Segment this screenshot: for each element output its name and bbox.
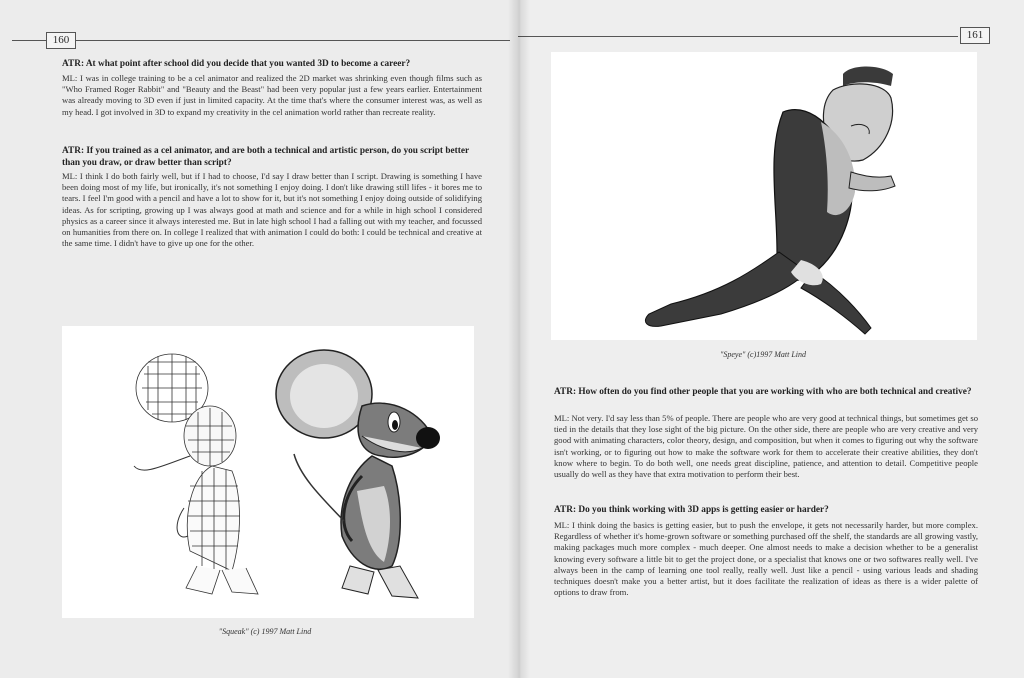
page-number: 161: [960, 27, 990, 44]
answer-paragraph: ML: I think doing the basics is getting easier, but to push the envelope, it gets not necessarily harder, but more complex. Regardless of whether it's home-grown software or something purchased off the shelf, the standards are all growing vastly, making packages much more complex - much deeper. One almost needs to make a decision whether to be a generalist knowing every software a little bit to get the project done, or a specialist that knows one or two softwares really well. I've always been in the camp of learning one tool really, really well. Just like a pencil - using various leads and shading techniques doesn't make you a better artist, but it does facilitate the realization of ideas as there is a wider palette of options to draw from.: [554, 520, 978, 598]
right-page: [518, 0, 1024, 678]
question-heading: ATR: If you trained as a cel animator, and are both a technical and artistic person, do you script better than you draw, or draw better than script?: [62, 146, 469, 168]
answer-paragraph: ML: I was in college training to be a cel animator and realized the 2D market was shrinking even though films such as "Who Framed Roger Rabbit" and "Beauty and the Beast" had been very popular just a few years earlier. Entertainment was already moving to 3D even if just in limited capacity. At the time that's where the consumer interest was, as well as my head. I got involved in 3D to expand my creativity in the cel animation world rather than recreate reality.: [62, 73, 482, 117]
page-number: 160: [46, 32, 76, 49]
header-rule: [12, 40, 510, 41]
question-heading: ATR: Do you think working with 3D apps is getting easier or harder?: [554, 505, 829, 515]
squeak-figure: [62, 326, 474, 618]
question-heading: ATR: How often do you find other people that you are working with who are both technical and creative?: [554, 387, 972, 397]
question-heading: ATR: At what point after school did you decide that you wanted 3D to become a career?: [62, 59, 411, 69]
figure-caption: "Speye" (c)1997 Matt Lind: [719, 350, 807, 359]
answer-paragraph: ML: Not very. I'd say less than 5% of people. There are people who are very good at technical things, but sometimes get so tied in the details that they lose sight of the big picture. On the other side, there are people who are very creative and very good with animating characters, color theory, design, and composition, but when it comes to figuring out why the software isn't working, or to figuring out how to make the software work for them to accelerate their creative abilities, they don't know where to begin. To do both well, one needs great discipline, patience, and attention to detail. Competitive people usually do well as they have that extra motivation to perform their best.: [554, 413, 978, 480]
book-gutter: [508, 0, 530, 678]
running-figure: [645, 67, 895, 335]
wireframe-mouse: [134, 354, 258, 594]
toon-mouse: [276, 350, 440, 598]
speye-figure: [551, 52, 977, 340]
squeak-illustration: [62, 326, 474, 618]
header-rule: [518, 36, 958, 37]
figure-caption: "Squeak" (c) 1997 Matt Lind: [218, 627, 312, 636]
speye-illustration: [551, 52, 977, 340]
answer-paragraph: ML: I think I do both fairly well, but if I had to choose, I'd say I draw better than I script. Drawing is something I have been doing most of my life, but ironically, it's not something I enjoy doing. I don't like drawing still lifes - it bores me to tears. I feel I'm good with a pencil and have a lot to show for it, but it's not something I enjoy doing outside of solidifying ideas. As for scripting, growing up I was always good at math and science and for a while in high school I considered physics as a career since it always interested me. But in late high school I had a falling out with my teacher, and focussed on humanities from there on. In college I realized that with animation I could do both: I could be technical and creative at the same time. I didn't have to give up one for the other.: [62, 171, 482, 249]
